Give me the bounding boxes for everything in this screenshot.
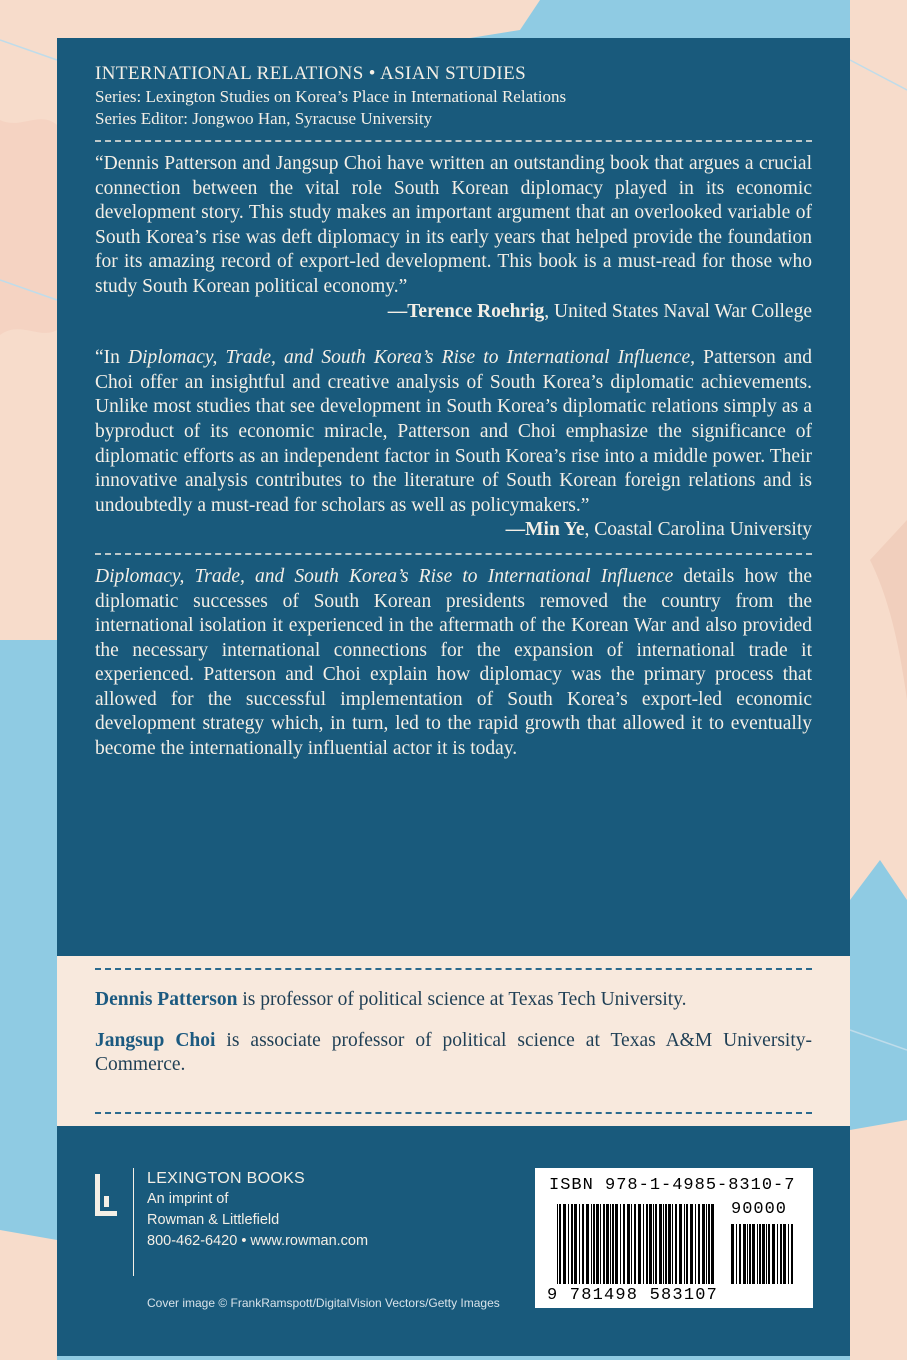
barcode-bar [788, 1224, 789, 1284]
quote-ye-attribution: —Min Ye, Coastal Carolina University [505, 519, 812, 541]
publisher-imprint: An imprint of [147, 1191, 229, 1207]
barcode-bar [579, 1204, 580, 1284]
barcode-bar [711, 1204, 714, 1284]
barcode-bar [706, 1204, 707, 1284]
barcode-bar [646, 1204, 648, 1284]
barcode-bar [610, 1204, 611, 1284]
barcode-bar [702, 1204, 705, 1284]
barcode-bar [655, 1204, 657, 1284]
publisher-name: LEXINGTON BOOKS [147, 1170, 306, 1187]
series-editor: Series Editor: Jongwoo Han, Syracuse University [95, 109, 433, 128]
isbn-barcode [535, 1168, 813, 1308]
barcode-bar [686, 1204, 688, 1284]
barcode-bar [736, 1224, 737, 1284]
barcode-bar [643, 1204, 644, 1284]
barcode-bar [653, 1204, 654, 1284]
barcode-bar [665, 1204, 667, 1284]
barcode-bar [743, 1224, 746, 1284]
barcode-bar [708, 1204, 710, 1284]
barcode-bar [690, 1204, 693, 1284]
barcode-bar [593, 1204, 595, 1284]
divider [95, 553, 812, 555]
series-name: Series: Lexington Studies on Korea’s Place in International Relations [95, 87, 567, 106]
publisher-rule [133, 1168, 134, 1276]
barcode-bar [663, 1204, 664, 1284]
publisher-parent: Rowman & Littlefield [147, 1212, 280, 1228]
bottom-panel [57, 1126, 850, 1356]
divider [95, 140, 812, 142]
barcode-bar [623, 1204, 625, 1284]
quote-roehrig: “Dennis Patterson and Jangsup Choi have written an outstanding book that argues a crucial connection between the vital role South Korean diplomacy played in its economic development story. This study makes an important argument that an overlooked variable of South Korea’s rise was deft diplomacy in its early years that helped provide the foundation for its amazing record of export-led development. This book is a must-read for those who study South Korean political economy.” [95, 153, 812, 297]
quote-ye: “In Diplomacy, Trade, and South Korea’s Rise to International Influence, Patterson and Choi offer an insightful and creative analysis of South Korea’s diplomatic achievements. Unlike most studies that see development in South Korea’s diplomatic relations simply as a byproduct of its economic miracle, Patterson and Choi emphasize the significance of diplomatic efforts as an independent factor in South Korea’s rise into a middle power. Their innovative analysis contributes to the literature of South Korean foreign relations and is undoubtedly a must-read for scholars as well as policymakers.” [95, 347, 812, 516]
barcode-bar [620, 1204, 621, 1284]
price-code: 90000 [731, 1200, 788, 1219]
barcode-bar [634, 1204, 636, 1284]
bio-choi: Jangsup Choi is associate professor of political science at Texas A&M University-Commerce. [95, 1029, 812, 1076]
barcode-bar [582, 1204, 584, 1284]
barcode-bar [563, 1204, 566, 1284]
barcode-bar [596, 1204, 599, 1284]
barcode-bar [638, 1204, 641, 1284]
barcode-bar [791, 1224, 793, 1284]
series-categories: INTERNATIONAL RELATIONS • ASIAN STUDIES [95, 63, 527, 84]
bio-patterson: Dennis Patterson is professor of political science at Texas Tech University. [95, 989, 687, 1010]
barcode-bar [557, 1204, 558, 1284]
barcode-bar [747, 1224, 748, 1284]
barcode-bar [568, 1204, 569, 1284]
barcode-bar [600, 1204, 601, 1284]
barcode-bar [684, 1204, 685, 1284]
cover-image-credit: Cover image © FrankRamspott/DigitalVision Vectors/Getty Images [147, 1296, 500, 1310]
barcode-bar [695, 1204, 696, 1284]
barcode-bar [591, 1204, 592, 1284]
barcode-bar [675, 1204, 677, 1284]
divider [95, 968, 812, 970]
barcode-bar [762, 1224, 765, 1284]
publisher-info [147, 1168, 368, 1252]
barcode-bar [672, 1204, 673, 1284]
barcode-bar [783, 1224, 786, 1284]
ean-digits: 9 781498 583107 [547, 1286, 719, 1305]
barcode-bar [768, 1224, 770, 1284]
divider [95, 1112, 812, 1114]
quote-roehrig-attribution: —Terence Roehrig, United States Naval War College [387, 300, 812, 322]
barcode-bar [586, 1204, 589, 1284]
barcode-bars [557, 1204, 717, 1284]
barcode-bar [679, 1204, 682, 1284]
barcode-bar [627, 1204, 630, 1284]
barcode-bar [571, 1204, 573, 1284]
barcode-bar [668, 1204, 671, 1284]
book-description: Diplomacy, Trade, and South Korea’s Rise to International Influence details how the diplomatic successes of South Korean presidents removed the country from the international isolation it experienced in the aftermath of the Korean War and also provided the necessary international connections for the expansion of international trade it experienced. Patterson and Choi explain how diplomacy was the primary process that allowed for the successful implementation of South Korea’s export-led economic development strategy which, in turn, led to the rapid growth that allowed it to eventually become the internationally influential actor it is today. [95, 565, 813, 760]
barcode-bar [752, 1224, 755, 1284]
barcode-bar [615, 1204, 618, 1284]
barcode-bar [766, 1224, 767, 1284]
barcode-bar [749, 1224, 751, 1284]
barcode-bar [574, 1204, 577, 1284]
addon-barcode-bars [731, 1224, 797, 1284]
barcode-bar [559, 1204, 561, 1284]
top-panel [57, 38, 850, 956]
isbn-text: ISBN 978-1-4985-8310-7 [549, 1176, 796, 1195]
barcode-bar [777, 1224, 778, 1284]
barcode-bar [659, 1204, 662, 1284]
barcode-bar [631, 1204, 632, 1284]
barcode-bar [603, 1204, 605, 1284]
barcode-bar [606, 1204, 609, 1284]
barcode-bar [759, 1224, 761, 1284]
barcode-bar [780, 1224, 782, 1284]
barcode-bar [772, 1224, 775, 1284]
barcode-bar [739, 1224, 741, 1284]
author-bios-panel [57, 956, 850, 1126]
barcode-bar [731, 1224, 734, 1284]
barcode-bar [649, 1204, 652, 1284]
publisher-contact: 800-462-6420 • www.rowman.com [147, 1233, 369, 1249]
lexington-logo-icon [95, 1174, 117, 1216]
barcode-bar [698, 1204, 700, 1284]
barcode-bar [612, 1204, 614, 1284]
barcode-bar [757, 1224, 758, 1284]
